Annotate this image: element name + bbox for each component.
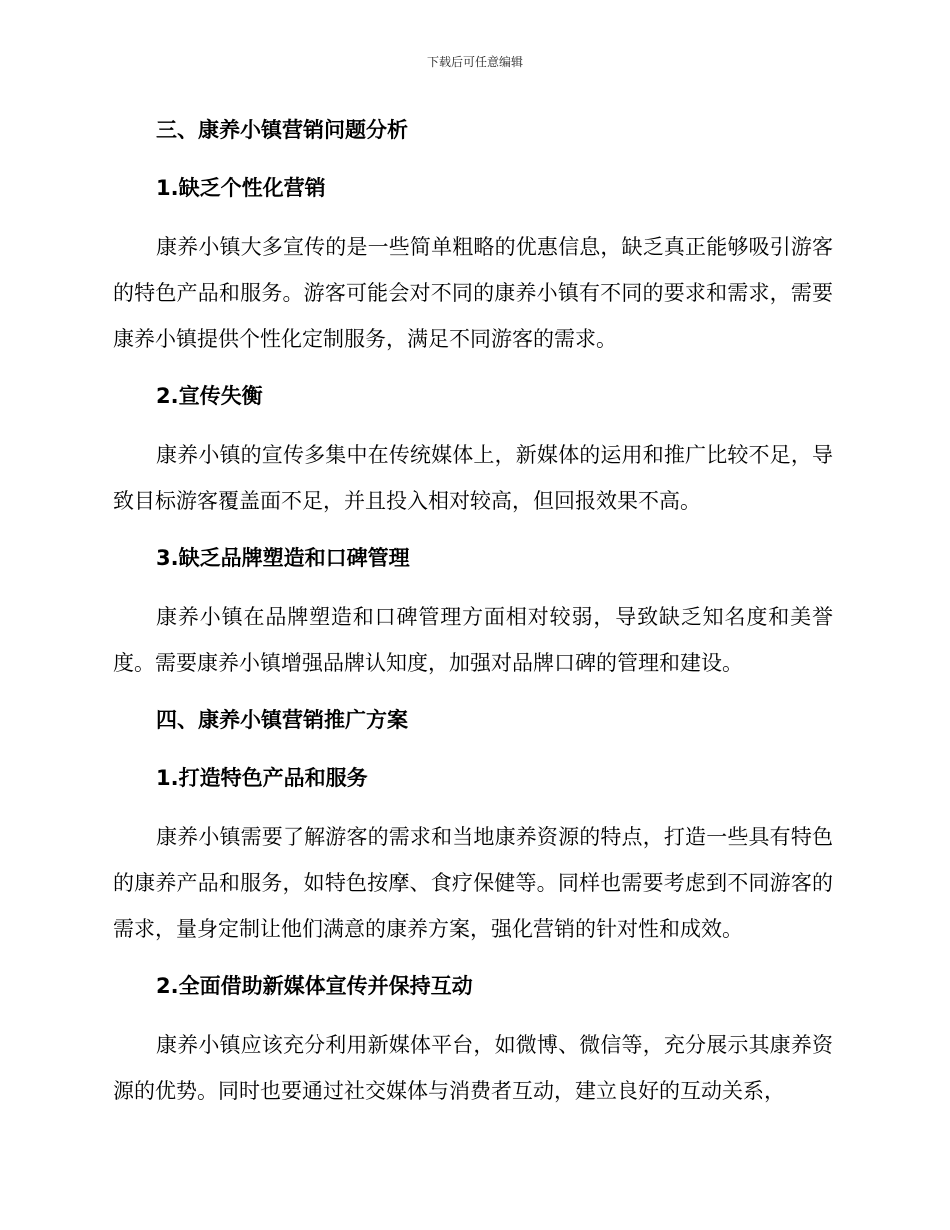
body-paragraph: 康养小镇需要了解游客的需求和当地康养资源的特点，打造一些具有特色的康养产品和服务，如特色按摩、食疗保健等。同样也需要考虑到不同游客的需求，量身定制让他们满意的康养方案，强化营销的针对性和成效。 [113,825,833,941]
body-paragraph: 康养小镇在品牌塑造和口碑管理方面相对较弱，导致缺乏知名度和美誉度。需要康养小镇增强品牌认知度，加强对品牌口碑的管理和建设。 [113,605,833,675]
body-paragraph: 康养小镇的宣传多集中在传统媒体上，新媒体的运用和推广比较不足，导致目标游客覆盖面不足，并且投入相对较高，但回报效果不高。 [113,443,833,513]
body-paragraph: 康养小镇大多宣传的是一些简单粗略的优惠信息，缺乏真正能够吸引游客的特色产品和服务。游客可能会对不同的康养小镇有不同的要求和需求，需要康养小镇提供个性化定制服务，满足不同游客的需求。 [113,235,833,351]
body-paragraph: 康养小镇应该充分利用新媒体平台，如微博、微信等，充分展示其康养资源的优势。同时也要通过社交媒体与消费者互动，建立良好的互动关系， [113,1033,833,1103]
section-heading: 四、康养小镇营销推广方案 [156,708,408,732]
document-body [113,108,833,1126]
page-header: 下载后可任意编辑 [426,55,523,69]
section-heading: 三、康养小镇营销问题分析 [156,118,408,142]
subsection-heading: 3.缺乏品牌塑造和口碑管理 [156,546,410,570]
subsection-heading: 2.宣传失衡 [156,384,263,408]
subsection-heading: 2.全面借助新媒体宣传并保持互动 [156,974,473,998]
subsection-heading: 1.缺乏个性化营销 [156,176,326,200]
subsection-heading: 1.打造特色产品和服务 [156,766,368,790]
